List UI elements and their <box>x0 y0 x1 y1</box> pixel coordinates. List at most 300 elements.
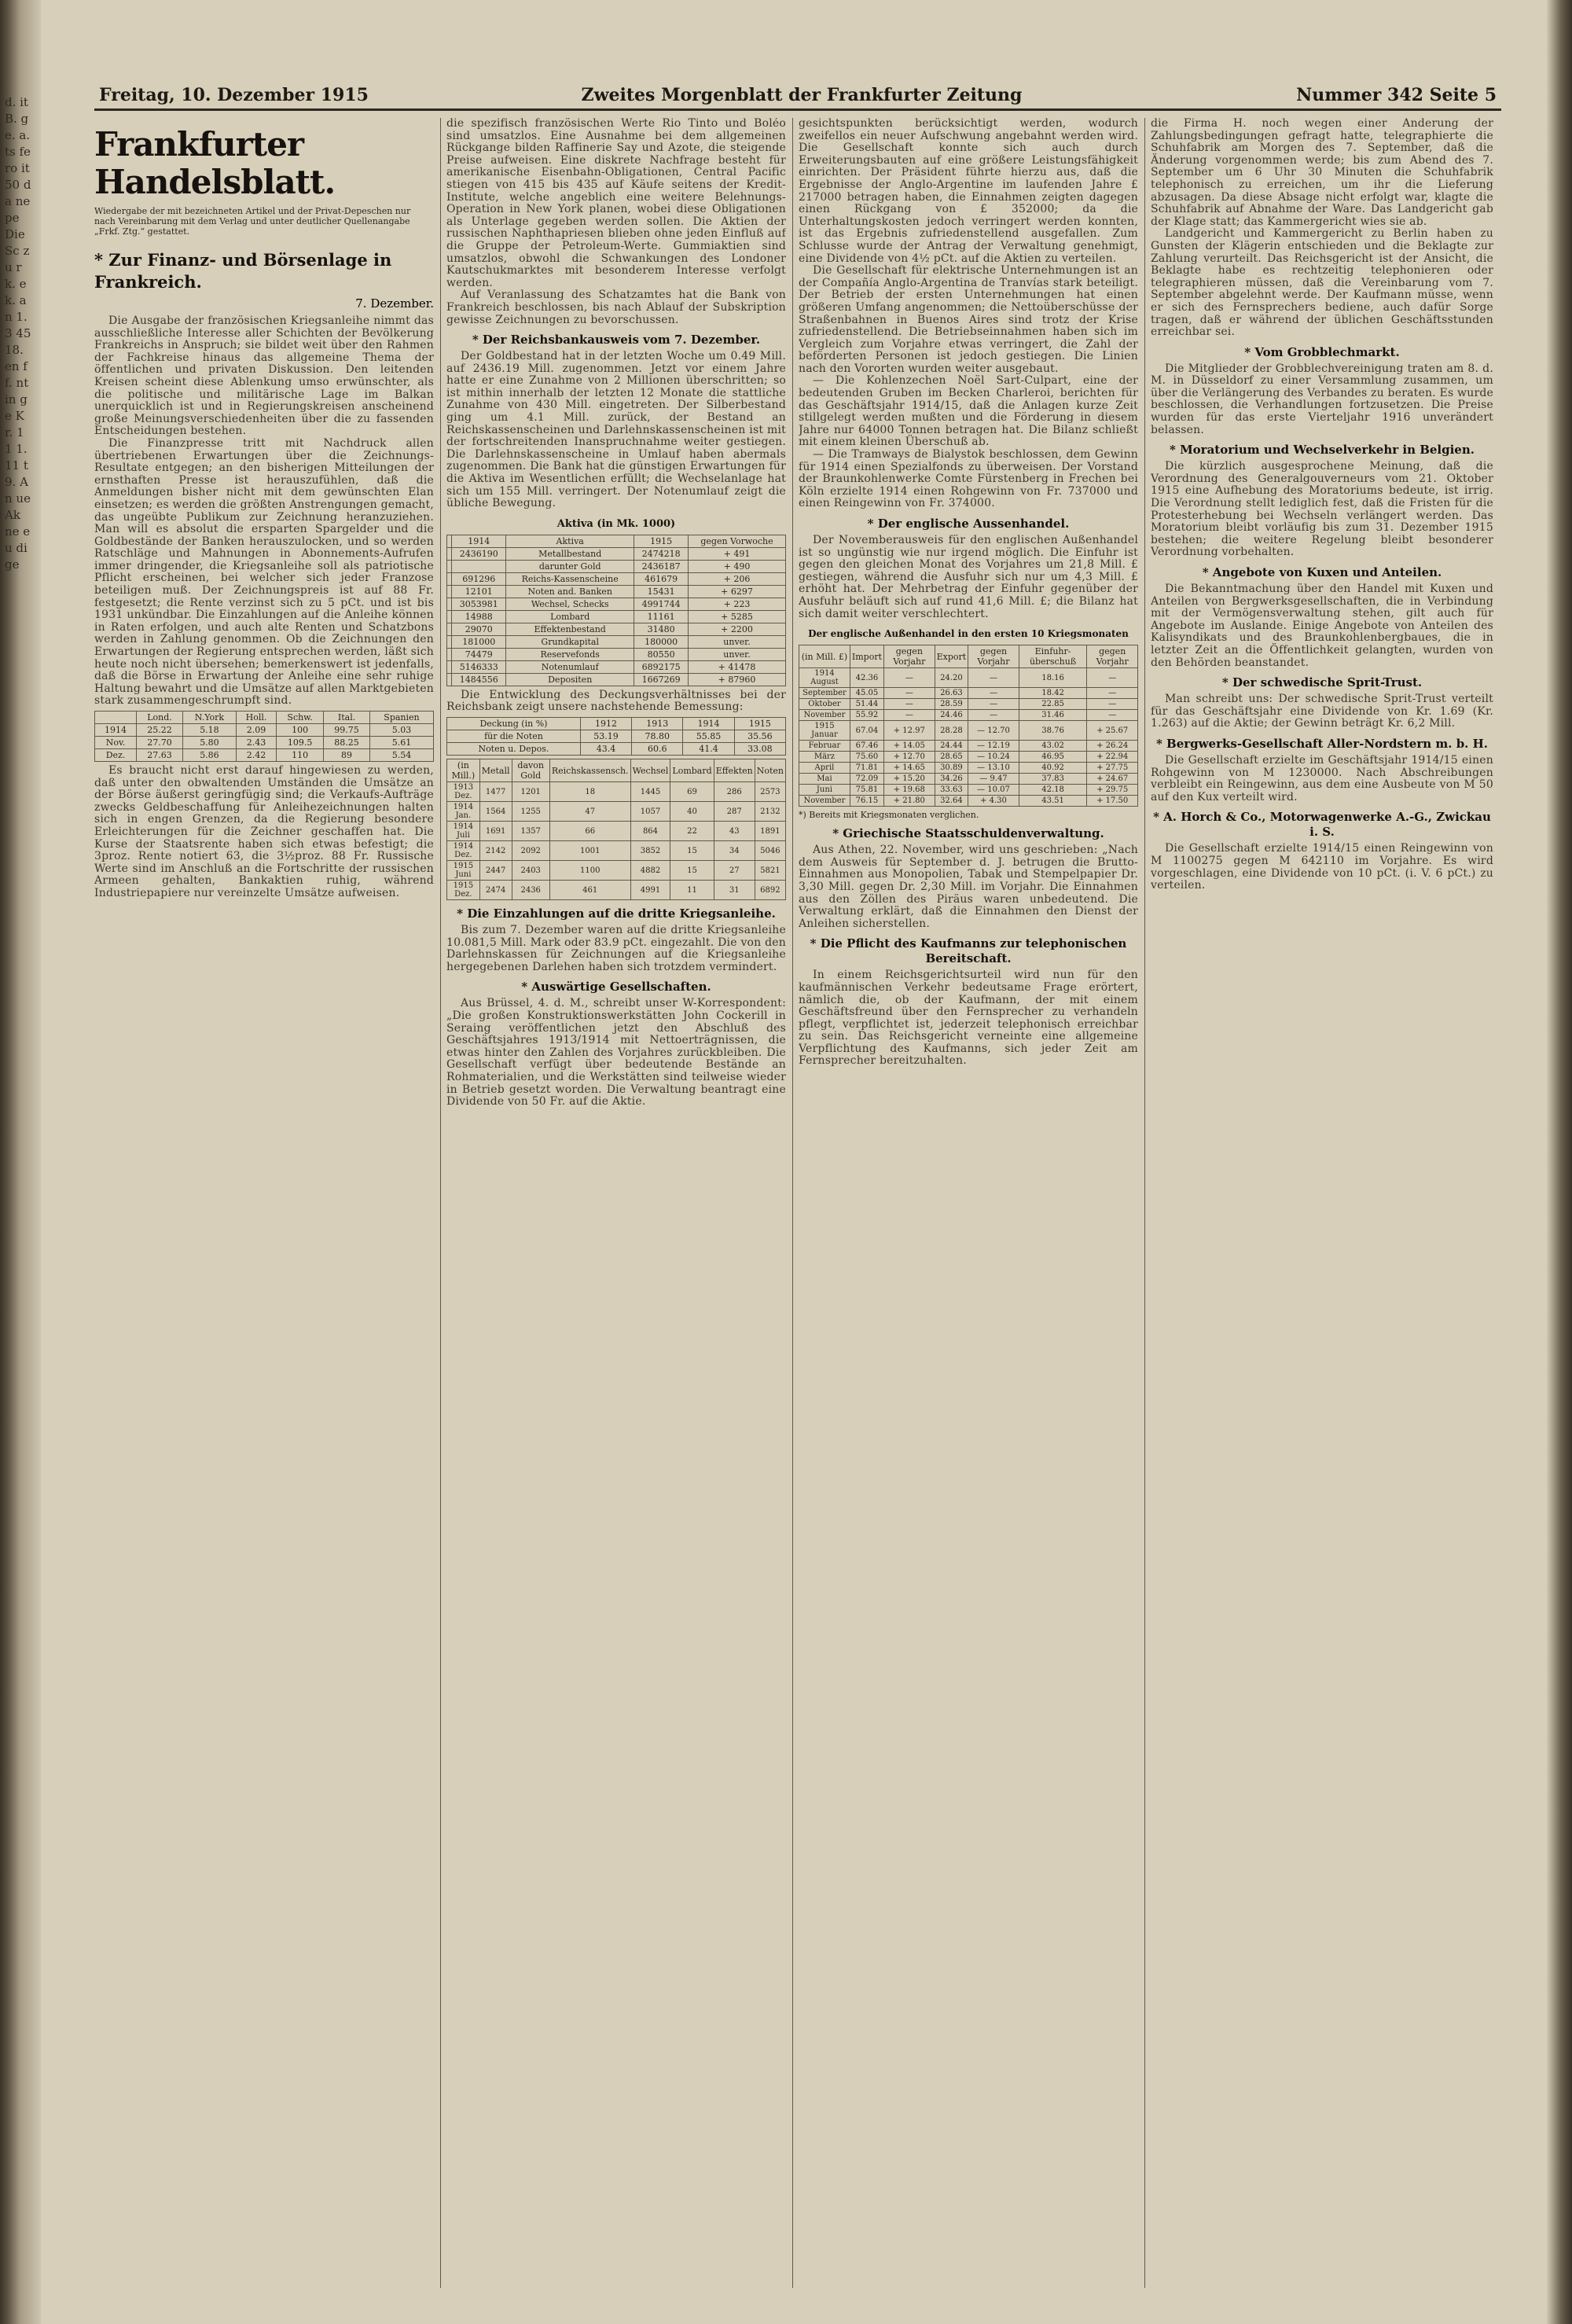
column-1 <box>94 118 434 2288</box>
table-row <box>95 737 434 749</box>
table-cell: 2142 <box>479 841 512 861</box>
table-cell: 1564 <box>479 802 512 822</box>
table-cell: + 22.94 <box>1087 752 1138 763</box>
table-cell: 1915 Juni <box>447 861 480 881</box>
table-cell: 5046 <box>755 841 785 861</box>
table-cell: 691296 <box>452 572 506 585</box>
table-cell: 1915 Dez. <box>447 881 480 900</box>
table-cell: Noten and. Banken <box>506 585 634 598</box>
table-cell: — <box>884 688 935 699</box>
table-cell: 18 <box>549 782 630 802</box>
article-body: Die Bekanntmachung über den Handel mit Kuxen und Anteilen von Bergwerksgesellschaften, die in Verbindung mit der Vermögensverwaltung stehen, gilt auch für Angebote im Auslande. Einige Angebote von Anteilen des Kalisyndikats und des Braunkohlenbergbaues, die in letzter Zeit an die Öffentlichkeit gelangten, wurden von den Behörden beanstandet. <box>1151 583 1493 669</box>
table-cell: 3053981 <box>452 598 506 610</box>
table-cell: 80550 <box>634 648 689 660</box>
table-cell: 24.46 <box>935 710 968 721</box>
table-header-cell: gegen Vorjahr <box>968 645 1019 668</box>
column-rule <box>1144 118 1145 2288</box>
table-row <box>799 668 1138 688</box>
table-cell: 15 <box>670 861 714 881</box>
article-title-horch: * A. Horch & Co., Motorwagenwerke A.-G., Zwickau i. S. <box>1153 810 1491 840</box>
table-cell: 27.70 <box>137 737 183 749</box>
table-cell: 180000 <box>634 635 689 648</box>
table-cell: 31 <box>714 881 755 900</box>
table-cell: 1914 Juli <box>447 822 480 841</box>
table-header-cell: Noten <box>755 759 785 782</box>
column-3 <box>799 118 1138 2288</box>
table-row <box>799 774 1138 785</box>
table-cell: 5.80 <box>182 737 236 749</box>
table-cell: 5.18 <box>182 724 236 737</box>
table-header-cell: Lond. <box>137 712 183 724</box>
table-cell: 11161 <box>634 610 689 623</box>
table-header-cell <box>95 712 137 724</box>
table-row <box>447 560 786 572</box>
table-header-cell: Import <box>850 645 883 668</box>
table-cell: 75.81 <box>850 785 883 796</box>
table-cell: + 25.67 <box>1087 721 1138 741</box>
article-body: Die Gesellschaft für elektrische Unternehmungen ist an der Compañía Anglo-Argentina de Tranvías stark beteiligt. Der Betrieb der ersten Unternehmungen hat einen größeren Umfang angenommen; die Nettoüberschüsse der Straßenbahnen in Buenos Aires sind trotz der Krise zufriedenstellend. Die Betriebseinnahmen haben sich im Vergleich zum Vorjahre etwas verringert, die Zahl der beförderten Personen ist jedoch gestiegen. Die Linien nach den Vororten wurden weiter ausgebaut. <box>799 264 1138 375</box>
table-cell: Mai <box>799 774 850 785</box>
table-cell: 55.85 <box>683 730 734 743</box>
table-header-cell: Deckung (in %) <box>447 718 581 730</box>
table-cell: Depositen <box>506 673 634 686</box>
table-cell: 1913 Dez. <box>447 782 480 802</box>
table-cell: + 2200 <box>689 623 786 635</box>
table-cell: 72.09 <box>850 774 883 785</box>
table-cell: 12101 <box>452 585 506 598</box>
article-body: die Firma H. noch wegen einer Änderung der Zahlungsbedingungen gefragt hatte, telegraphierte die Schuhfabrik am Morgen des 7. September, daß die Änderung vorgenommen werde; bis zum Abend des 7. September um 6 Uhr 30 Minuten die Schuhfabrik telephonisch zu erreichen, um ihr die Lieferung abzusagen. Da diese Absage nicht erfolgt war, klagte die Schuhfabrik auf Abnahme der Ware. Das Landgericht gab der Klage statt; das Kammergericht wies sie ab. <box>1151 118 1493 228</box>
table-cell: Juni <box>799 785 850 796</box>
table-cell: 32.64 <box>935 796 968 807</box>
table-cell: 5146333 <box>452 660 506 673</box>
table-cell: 1100 <box>549 861 630 881</box>
table-cell: 2573 <box>755 782 785 802</box>
table-cell: 1201 <box>512 782 549 802</box>
table-cell: 89 <box>324 749 370 762</box>
table-header-cell: Spanien <box>369 712 433 724</box>
table-row <box>95 712 434 724</box>
table-cell: + 206 <box>689 572 786 585</box>
table-cell: — <box>968 710 1019 721</box>
table-cell: Reichs-Kassenscheine <box>506 572 634 585</box>
table-cell: 461679 <box>634 572 689 585</box>
copyright-notice: Wiedergabe der mit bezeichneten Artikel und der Privat-Depeschen nur nach Vereinbarung mit dem Verlag und unter deutlicher Quellenangabe „Frkf. Ztg.“ gestattet. <box>94 206 411 237</box>
table-cell: 42.18 <box>1019 785 1087 796</box>
table-row <box>799 785 1138 796</box>
article-title-finanzlage: * Zur Finanz- und Börsenlage in Frankreich. <box>94 250 392 292</box>
table-cell: 18.16 <box>1019 668 1087 688</box>
table-cell: + 5285 <box>689 610 786 623</box>
table-cell: 29070 <box>452 623 506 635</box>
table-cell: 2474 <box>479 881 512 900</box>
article-body: Es braucht nicht erst darauf hingewiesen zu werden, daß unter den obwaltenden Umständen die Umsätze an der Börse äußerst geringfügig sind; die Verkaufs-Aufträge zwecks Geldbeschaffung für Anleihezeichnungen halten sich in engen Grenzen, da die Regierung besondere Erleichterungen für die Zeichner geschaffen hat. Die Kurse der Staatsrente haben sich etwas befestigt; die 3proz. Rente notiert 63, die 3½proz. 88 Fr. Russische Werte sind im Anschluß an die Fortschritte der russischen Armeen gehalten, Bankaktien ruhig, während Industriepapiere nur vereinzelte Umsätze aufweisen. <box>94 764 434 899</box>
table-cell: unver. <box>689 648 786 660</box>
table-row <box>447 673 786 686</box>
table-cell: 6892175 <box>634 660 689 673</box>
table-header-cell: 1914 <box>683 718 734 730</box>
trade-table-note: *) Bereits mit Kriegsmonaten verglichen. <box>799 810 979 821</box>
table-cell: 14988 <box>452 610 506 623</box>
table-cell: 2436190 <box>452 547 506 560</box>
table-cell: 461 <box>549 881 630 900</box>
table-cell: + 29.75 <box>1087 785 1138 796</box>
table-cell: 37.83 <box>1019 774 1087 785</box>
table-cell: 1445 <box>630 782 670 802</box>
table-row <box>447 759 786 782</box>
table-cell: 5.54 <box>369 749 433 762</box>
reichsbank-history-table <box>446 759 786 900</box>
article-title-pflicht: * Die Pflicht des Kaufmanns zur telephonischen Bereitschaft. <box>810 936 1127 966</box>
coverage-table <box>446 717 786 756</box>
table-cell: — 13.10 <box>968 763 1019 774</box>
table-header-cell: Export <box>935 645 968 668</box>
column-2 <box>446 118 786 2288</box>
table-cell: September <box>799 688 850 699</box>
table-row <box>799 699 1138 710</box>
table-cell: + 14.65 <box>884 763 935 774</box>
table-cell: — <box>884 699 935 710</box>
table-cell: 33.63 <box>935 785 968 796</box>
table-row <box>447 610 786 623</box>
table-cell: + 12.97 <box>884 721 935 741</box>
table-row <box>447 598 786 610</box>
article-body: die spezifisch französischen Werte Rio Tinto und Boléo sind umsatzlos. Eine Ausnahme bei dem allgemeinen Rückgange bilden Raffinerie Say und Azote, die steigende Preise aufweisen. Eine diskrete Nachfrage besteht für amerikanische Eisenbahn-Obligationen, Central Pacific stiegen von 415 bis 435 auf Käufe seitens der Kredit-Institute, welche angeblich eine weitere Belehnungs-Operation in New York planen, wobei diese Obligationen als Unterlage gegeben werden sollen. Die Aktien der russischen Naphthapriesen blieben ohne jeden Einfluß auf die Gruppe der Petroleum-Werte. Gummiaktien sind umsatzlos, obwohl die Schwankungen des Londoner Kautschukmarktes mit besonderem Interesse verfolgt werden. <box>446 118 786 289</box>
table-cell: März <box>799 752 850 763</box>
table-header-cell: N.York <box>182 712 236 724</box>
table-row <box>799 645 1138 668</box>
table-row <box>799 741 1138 752</box>
table-cell: 27 <box>714 861 755 881</box>
article-body: Die Finanzpresse tritt mit Nachdruck allen übertriebenen Erwartungen über die Zeichnungs-Resultate entgegen; an den bisherigen Mitteilungen der ernsthaften Presse ist herauszufühlen, daß die Anmeldungen bisher nicht mit dem gewünschten Elan einsetzen; es werden die größten Anstrengungen gemacht, das ungeübte Publikum zur Zeichnung heranzuziehen. Man will es absolut die ersparten Spargelder und die Goldbestände der Banken herauszulocken, und so werden Ratschläge und Mahnungen in Abonnements-Aufrufen immer dringender, die Kriegsanleihe soll als patriotische Pflicht erscheinen, bei welcher sich jeder Franzose beteiligen muß. Der Zeichnungspreis ist auf 88 Fr. festgesetzt; die Rente verzinst sich zu 5 pCt. und ist bis 1931 unkündbar. Die Einzahlungen auf die Anleihe können in Raten erfolgen, und auch alte Renten und Schatzbons werden in Zahlung genommen. Ob die Zeichnungen den Erwartungen der Regierung entsprechen werden, läßt sich heute noch nicht übersehen; bemerkenswert ist jedenfalls, daß die Börse in Erwartung der Anleihe eine sehr ruhige Haltung bewahrt und die Umsätze auf allen Marktgebieten stark zusammengeschrumpft sind. <box>94 436 434 708</box>
table-cell: 38.76 <box>1019 721 1087 741</box>
table-cell: April <box>799 763 850 774</box>
table-cell: 1001 <box>549 841 630 861</box>
table-cell: 78.80 <box>632 730 683 743</box>
table-cell: 47 <box>549 802 630 822</box>
table-cell: 4882 <box>630 861 670 881</box>
table-cell: 110 <box>277 749 324 762</box>
table-header-cell: Schw. <box>277 712 324 724</box>
table-row <box>447 802 786 822</box>
article-body: Die Gesellschaft erzielte 1914/15 einen Reingewinn von M 1100275 gegen M 642110 im Vorjahre. Es wird vorgeschlagen, eine Dividende von 10 pCt. (i. V. 6 pCt.) zu verteilen. <box>1151 842 1493 892</box>
table-cell: 31480 <box>634 623 689 635</box>
table-cell: 5.61 <box>369 737 433 749</box>
table-cell: + 24.67 <box>1087 774 1138 785</box>
table-cell: 2436187 <box>634 560 689 572</box>
table-cell: 35.56 <box>734 730 785 743</box>
table-row <box>799 721 1138 741</box>
table-cell: — <box>884 710 935 721</box>
reichsbank-balance-table <box>446 535 786 686</box>
table-cell: — <box>884 668 935 688</box>
table-header-cell: gegen Vorwoche <box>689 535 786 547</box>
table-cell: 25.22 <box>137 724 183 737</box>
table-row <box>95 749 434 762</box>
article-body: In einem Reichsgerichtsurteil wird nun für den kaufmännischen Verkehr bedeutsame Frage erörtert, nämlich die, ob der Kaufmann, der mit einem Geschäftsfreund über den Fernsprecher zu verhandeln pflegt, verpflichtet ist, jederzeit telephonisch erreichbar zu sein. Das Reichsgericht verneinte eine allgemeine Verpflichtung des Kaufmanns, sich jeder Zeit am Fernsprecher bereitzuhalten. <box>799 969 1138 1068</box>
table-header-cell: Holl. <box>236 712 276 724</box>
table-cell: Februar <box>799 741 850 752</box>
header-page-number: Nummer 342 Seite 5 <box>1296 85 1497 105</box>
header-date: Freitag, 10. Dezember 1915 <box>99 85 369 105</box>
table-cell: 51.44 <box>850 699 883 710</box>
table-cell: + 19.68 <box>884 785 935 796</box>
column-rule <box>440 118 441 2288</box>
table-row <box>799 796 1138 807</box>
table-cell: + 6297 <box>689 585 786 598</box>
table-cell: — <box>1087 688 1138 699</box>
trade-table-title: Der englische Außenhandel in den ersten 10 Kriegsmonaten <box>808 628 1129 640</box>
table-cell: 1915 Januar <box>799 721 850 741</box>
table-cell: 2436 <box>512 881 549 900</box>
table-cell: 66 <box>549 822 630 841</box>
table-cell: 1484556 <box>452 673 506 686</box>
table-cell: 2474218 <box>634 547 689 560</box>
table-cell: 43 <box>714 822 755 841</box>
table-row <box>447 718 786 730</box>
table-cell: 864 <box>630 822 670 841</box>
table-cell: 53.19 <box>580 730 631 743</box>
article-lead: Die Ausgabe der französischen Kriegsanleihe nimmt das ausschließliche Interesse aller Schichten der Bevölkerung Frankreichs in Anspruch; sie bildet weit über den Rahmen der Fachkreise hinaus das allgemeine Thema der öffentlichen und privaten Diskussion. Den leitenden Kreisen scheint diese Ablenkung umso erwünschter, als die politische und militärische Lage im Balkan unerquicklich ist und in Regierungskreisen anscheinend große Meinungsverschiedenheiten über die zu fassenden Entscheidungen bestehen. <box>94 314 434 438</box>
article-title-grobblech: * Vom Grobblechmarkt. <box>1244 344 1400 359</box>
table-cell: 27.63 <box>137 749 183 762</box>
table-row <box>447 782 786 802</box>
table-cell: für die Noten <box>447 730 581 743</box>
table-cell: — <box>1087 699 1138 710</box>
table-row <box>799 752 1138 763</box>
table-header-cell: Metall <box>479 759 512 782</box>
table-cell: 2092 <box>512 841 549 861</box>
table-cell: — <box>968 688 1019 699</box>
header-edition: Zweites Morgenblatt der Frankfurter Zeitung <box>581 85 1023 105</box>
balance-table-title: Aktiva (in Mk. 1000) <box>556 517 676 530</box>
table-cell: 75.60 <box>850 752 883 763</box>
article-body: — Die Tramways de Bialystok beschlossen, dem Gewinn für 1914 einen Spezialfonds zu überweisen. Der Vorstand der Braunkohlenwerke Comte Fürstenberg in Frechen bei Köln erzielte 1914 einen Rohgewinn von Fr. 737000 und einen Reingewinn von Fr. 374000. <box>799 448 1138 510</box>
article-body: Aus Athen, 22. November, wird uns geschrieben: „Nach dem Ausweis für September d. J. betrugen die Brutto-Einnahmen aus Monopolien, Tabak und Stempelpapier Dr. 3,30 Mill. gegen Dr. 2,30 Mill. im Vorjahr. Die Einnahmen aus den Zöllen des Piräus waren unbedeutend. Die Verwaltung erklärt, daß die Einnahmen den Dienst der Anleihen sicherstellen. <box>799 844 1138 930</box>
table-cell: 1667269 <box>634 673 689 686</box>
article-body: Auf Veranlassung des Schatzamtes hat die Bank von Frankreich beschlossen, bis nach Ablauf der Subskription gewisse Zeichnungen zu bevorschussen. <box>446 289 786 326</box>
article-title-moratorium: * Moratorium und Wechselverkehr in Belgien. <box>1170 443 1475 458</box>
article-title-kuxe: * Angebote von Kuxen und Anteilen. <box>1202 565 1442 579</box>
table-cell: 41.4 <box>683 743 734 756</box>
table-row <box>447 730 786 743</box>
table-row <box>447 535 786 547</box>
table-row <box>799 763 1138 774</box>
right-page-edge <box>1547 0 1572 2324</box>
table-row <box>799 688 1138 699</box>
table-cell: Noten u. Depos. <box>447 743 581 756</box>
table-cell: Dez. <box>95 749 137 762</box>
table-cell: 1914 August <box>799 668 850 688</box>
article-title-griechisch: * Griechische Staatsschuldenverwaltung. <box>832 826 1104 841</box>
table-cell: 24.44 <box>935 741 968 752</box>
table-cell: 5.86 <box>182 749 236 762</box>
table-cell: 88.25 <box>324 737 370 749</box>
table-cell: 43.51 <box>1019 796 1087 807</box>
table-header-cell: gegen Vorjahr <box>884 645 935 668</box>
table-cell: 2132 <box>755 802 785 822</box>
table-header-cell: (in Mill.) <box>447 759 480 782</box>
table-cell: + 14.05 <box>884 741 935 752</box>
table-cell: — 10.24 <box>968 752 1019 763</box>
table-cell: 109.5 <box>277 737 324 749</box>
article-body: Die Gesellschaft erzielte im Geschäftsjahr 1914/15 einen Rohgewinn von M 1230000. Nach Abschreibungen verbleibt ein Reingewinn, aus dem eine Ausbeute von M 50 auf den Kux verteilt wird. <box>1151 753 1493 803</box>
table-cell: — <box>1087 668 1138 688</box>
table-cell: Nov. <box>95 737 137 749</box>
page-header <box>94 85 1501 111</box>
table-cell: 28.28 <box>935 721 968 741</box>
trade-table <box>799 645 1138 807</box>
table-cell: 60.6 <box>632 743 683 756</box>
table-cell: 76.15 <box>850 796 883 807</box>
table-cell: 2447 <box>479 861 512 881</box>
table-cell: 99.75 <box>324 724 370 737</box>
article-body: — Die Kohlenzechen Noël Sart-Culpart, eine der bedeutenden Gruben im Becken Charleroi, berichten für das Geschäftsjahr 1914/15, daß die Anlagen kurze Zeit stillgelegt werden mußten und die Förderung in diesem Jahre nur 64000 Tonnen betragen hat. Die Bilanz schließt mit einem kleinen Überschuß ab. <box>799 374 1138 449</box>
article-title-sprit: * Der schwedische Sprit-Trust. <box>1221 675 1423 690</box>
table-row <box>447 547 786 560</box>
table-cell: 2403 <box>512 861 549 881</box>
article-body: gesichtspunkten berücksichtigt werden, wodurch zweifellos ein neuer Aufschwung angebahnt werden wird. Die Gesellschaft konnte sich auch durch Erweiterungsbauten auf eine größere Leistungsfähigkeit einrichten. Der Präsident führte hierzu aus, daß die Ergebnisse der Anglo-Argentine im laufenden Jahre £ 217000 betragen haben, die Einnahmen zeigten dagegen einen Rückgang von £ 352000; da die Unterhaltungskosten jedoch verringert werden konnten, ist das Ergebnis zufriedenstellend ausgefallen. Zum Schlusse wurde der Antrag der Verwaltung genehmigt, eine Dividende von 4½ pCt. auf die Aktien zu verteilen. <box>799 118 1138 265</box>
column-rule <box>792 118 793 2288</box>
table-cell: November <box>799 710 850 721</box>
table-header-cell: davon Gold <box>512 759 549 782</box>
table-cell: + 26.24 <box>1087 741 1138 752</box>
article-title-auswaertige: * Auswärtige Gesellschaften. <box>521 980 711 995</box>
table-cell: 31.46 <box>1019 710 1087 721</box>
table-cell: — <box>968 699 1019 710</box>
table-cell: 5821 <box>755 861 785 881</box>
table-cell: November <box>799 796 850 807</box>
table-cell: 67.46 <box>850 741 883 752</box>
table-cell: 40 <box>670 802 714 822</box>
table-cell: 46.95 <box>1019 752 1087 763</box>
table-header-cell: Lombard <box>670 759 714 782</box>
table-cell: + 27.75 <box>1087 763 1138 774</box>
table-cell: 2.42 <box>236 749 276 762</box>
article-body: Landgericht und Kammergericht zu Berlin haben zu Gunsten der Klägerin entschieden und die Beklagte zur Zahlung verurteilt. Das Reichsgericht ist der Ansicht, die Beklagte habe es rechtzeitig telephonieren oder telegraphieren müssen, daß die Vereinbarung vom 7. September abgelehnt werde. Der Kaufmann müsse, wenn er sich des Fernsprechers bediene, auch dafür Sorge tragen, daß er während der üblichen Geschäftsstunden erreichbar sei. <box>1151 227 1493 339</box>
table-row <box>447 585 786 598</box>
table-cell: 24.20 <box>935 668 968 688</box>
table-header-cell: 1915 <box>734 718 785 730</box>
table-row <box>799 710 1138 721</box>
table-row <box>447 822 786 841</box>
article-body: Bis zum 7. Dezember waren auf die dritte Kriegsanleihe 10.081,5 Mill. Mark oder 83.9 pCt. eingezahlt. Die von den Darlehnskassen für Zeichnungen auf die Kriegsanleihe hergegebenen Darlehen haben sich trotzdem vermindert. <box>446 924 786 973</box>
article-title-bergwerk: * Bergwerks-Gesellschaft Aller-Nordstern m. b. H. <box>1155 736 1489 751</box>
table-cell: 30.89 <box>935 763 968 774</box>
table-cell: + 12.70 <box>884 752 935 763</box>
table-cell: Lombard <box>506 610 634 623</box>
table-cell: 43.4 <box>580 743 631 756</box>
table-cell: 5.03 <box>369 724 433 737</box>
table-cell: 28.65 <box>935 752 968 763</box>
table-cell: 1914 <box>95 724 137 737</box>
table-row <box>447 881 786 900</box>
table-cell: Reservefonds <box>506 648 634 660</box>
article-body: Der Novemberausweis für den englischen Außenhandel ist so ungünstig wie nur irgend möglich. Die Einfuhr ist gegen den gleichen Monat des Vorjahres um 21,8 Mill. £ gestiegen, während die Ausfuhr sich nur um 4,3 Mill. £ erhöht hat. Der Mehrbetrag der Einfuhr gegenüber der Ausfuhr beläuft sich auf rund 41,6 Mill. £; die Bilanz hat sich damit weiter verschlechtert. <box>799 534 1138 620</box>
table-header-cell: 1914 <box>452 535 506 547</box>
table-row <box>447 841 786 861</box>
table-cell: 11 <box>670 881 714 900</box>
article-title-einzahlungen: * Die Einzahlungen auf die dritte Kriegsanleihe. <box>457 906 776 921</box>
table-cell: unver. <box>689 635 786 648</box>
table-cell: — 12.70 <box>968 721 1019 741</box>
table-cell: + 490 <box>689 560 786 572</box>
table-header-cell: 1913 <box>632 718 683 730</box>
article-body: Aus Brüssel, 4. d. M., schreibt unser W-Korrespondent: „Die großen Konstruktionswerkstätten John Cockerill in Seraing veröffentlichen jetzt den Abschluß des Geschäftsjahres 1913/1914 mit Nettoerträgnissen, die etwas hinter den Zahlen des Vorjahres zurückbleiben. Die Gesellschaft verfügt über bedeutende Bestände an Rohmaterialien, und die Werkstätten sind teilweise wieder in Betrieb gesetzt worden. Die Verwaltung beantragt eine Dividende von 50 Fr. auf die Aktie. <box>446 997 786 1109</box>
exchange-rate-table <box>94 711 434 762</box>
article-title-aussenhandel: * Der englische Aussenhandel. <box>867 517 1070 531</box>
table-row <box>447 743 786 756</box>
binding-gutter <box>0 0 41 2324</box>
table-cell: 28.59 <box>935 699 968 710</box>
adjacent-page-fragment: d. it B. ge. a. ts fe ro it 50 da ne pe Die Sc zu rk. ek. an 1.3 45 18. en ff. nt in ge Kr. 11 1. 11 t9. An ue Ak ne eu di ge <box>5 95 31 572</box>
table-cell: 22.85 <box>1019 699 1087 710</box>
table-cell: 2.43 <box>236 737 276 749</box>
table-cell: 33.08 <box>734 743 785 756</box>
table-cell <box>452 560 506 572</box>
table-cell: Effektenbestand <box>506 623 634 635</box>
table-cell: Oktober <box>799 699 850 710</box>
table-cell: — 10.07 <box>968 785 1019 796</box>
table-cell: + 4.30 <box>968 796 1019 807</box>
table-cell: 40.92 <box>1019 763 1087 774</box>
table-cell: Metallbestand <box>506 547 634 560</box>
table-header-cell: Einfuhr-überschuß <box>1019 645 1087 668</box>
table-cell: Notenumlauf <box>506 660 634 673</box>
table-cell: + 15.20 <box>884 774 935 785</box>
table-cell: Wechsel, Schecks <box>506 598 634 610</box>
table-cell: 18.42 <box>1019 688 1087 699</box>
deckung-intro: Die Entwicklung des Deckungsverhältnisses bei der Reichsbank zeigt unsere nachstehende Bemessung: <box>446 688 786 714</box>
table-cell: 22 <box>670 822 714 841</box>
table-cell: 34.26 <box>935 774 968 785</box>
article-body: Die kürzlich ausgesprochene Meinung, daß die Verordnung des Generalgouverneurs vom 21. Oktober 1915 eine Aufhebung des Moratoriums bedeute, ist irrig. Die Verordnung stellt lediglich fest, daß die Fristen für die Protesterhebung bei Wechseln verlängert werden. Das Moratorium bleibt vorläufig bis zum 31. Dezember 1915 bestehen; die weitere Regelung bleibt besonderer Verordnung vorbehalten. <box>1151 460 1493 559</box>
table-row <box>447 572 786 585</box>
table-cell: 71.81 <box>850 763 883 774</box>
table-header-cell: Ital. <box>324 712 370 724</box>
table-cell: 1255 <box>512 802 549 822</box>
table-cell: 15 <box>670 841 714 861</box>
table-header-cell: (in Mill. £) <box>799 645 850 668</box>
table-cell: — 9.47 <box>968 774 1019 785</box>
table-cell: 69 <box>670 782 714 802</box>
table-cell: 287 <box>714 802 755 822</box>
table-cell: 4991744 <box>634 598 689 610</box>
table-cell: — <box>968 668 1019 688</box>
masthead: Frankfurter Handelsblatt. <box>94 125 336 201</box>
table-header-cell: 1915 <box>634 535 689 547</box>
article-body: Der Goldbestand hat in der letzten Woche um 0.49 Mill. auf 2436.19 Mill. zugenommen. Jetzt vor einem Jahre hatte er eine Zunahme von 2 Millionen überschritten; so ist mithin innerhalb der letzten 12 Monate die stattliche Zunahme von 430 Mill. eingetreten. Der Silberbestand ging um 4.1 Mill. zurück, der Bestand an Reichskassenscheinen und Darlehnskassenscheinen ist mit der fortschreitenden Inanspruchnahme weiter gestiegen. Die Darlehnskassenscheine in Umlauf haben abermals zugenommen. Die Bank hat die günstigen Erwartungen für die Aktiva im Wesentlichen erfüllt; die Wechselanlage hat sich um 155 Mill. verringert. Der Notenumlauf zeigt die übliche Bewegung. <box>446 350 786 510</box>
table-cell: 1357 <box>512 822 549 841</box>
table-cell: 1691 <box>479 822 512 841</box>
table-cell: — 12.19 <box>968 741 1019 752</box>
table-cell: — <box>1087 710 1138 721</box>
table-cell: Grundkapital <box>506 635 634 648</box>
table-cell: 1057 <box>630 802 670 822</box>
table-header-cell: Aktiva <box>506 535 634 547</box>
column-4 <box>1151 118 1493 2288</box>
table-cell: 3852 <box>630 841 670 861</box>
table-cell: + 41478 <box>689 660 786 673</box>
table-cell: 45.05 <box>850 688 883 699</box>
article-body: Man schreibt uns: Der schwedische Sprit-Trust verteilt für das Geschäftsjahr eine Dividende von Kr. 1.69 (Kr. 1.263) auf die Aktie; der Gewinn beträgt Kr. 6,2 Mill. <box>1151 693 1493 730</box>
table-row <box>447 635 786 648</box>
table-cell: 74479 <box>452 648 506 660</box>
table-header-cell: Effekten <box>714 759 755 782</box>
table-row <box>447 660 786 673</box>
table-cell: 181000 <box>452 635 506 648</box>
table-cell: darunter Gold <box>506 560 634 572</box>
table-cell: + 491 <box>689 547 786 560</box>
